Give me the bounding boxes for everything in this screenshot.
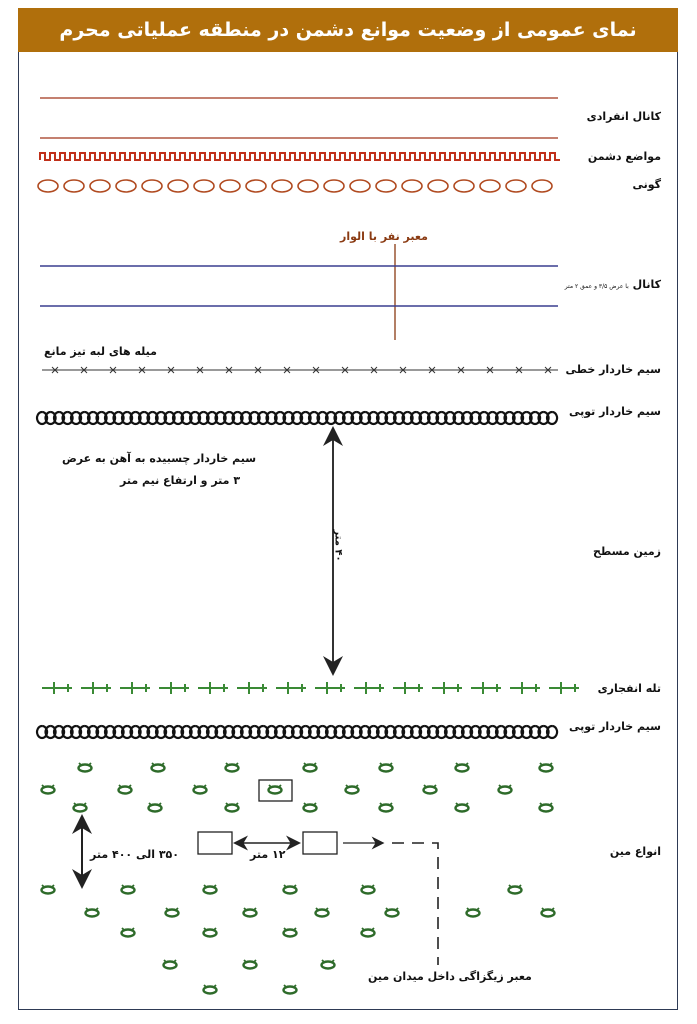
booby-trap [81,682,111,694]
mine-icon [122,887,135,894]
enemy-positions-crenellation [40,153,560,160]
highlighted-mine-box [259,780,292,801]
booby-trap [510,682,540,694]
mine-icon [226,765,239,772]
mine-icon [79,765,92,772]
mine-icon [204,887,217,894]
mine-icon [42,887,55,894]
booby-trap [432,682,462,694]
booby-trap [198,682,228,694]
sandbag [272,180,292,192]
label-booby-traps: تله انفجاری [597,682,661,695]
zigzag-passage-label: معبر زیگزاگی داخل میدان مین [368,970,532,983]
mine-icon [456,765,469,772]
mine-icon [244,962,257,969]
sandbag [116,180,136,192]
mine-icon [284,930,297,937]
booby-trap [120,682,150,694]
mine-icon [226,805,239,812]
mine-icon [304,805,317,812]
mine-icon [380,765,393,772]
booby-trap [315,682,345,694]
mine-icon [42,787,55,794]
sandbag [480,180,500,192]
mine-icon [284,987,297,994]
sandbag [298,180,318,192]
mine-icon [204,987,217,994]
sandbag [402,180,422,192]
label-concertina-wire-2: سیم خاردار توپی [568,720,661,733]
label-stakes: میله های لبه تیز مانع [44,345,157,358]
mine-icon [74,805,87,812]
mine-icon [164,962,177,969]
label-linear-wire: سیم خاردار خطی [565,363,661,376]
mine-icon [204,930,217,937]
mine-icon [166,910,179,917]
sandbag [168,180,188,192]
concertina-note-2: ۳ متر و ارتفاع نیم متر [120,474,241,487]
passage-box-2 [303,832,337,854]
mine-icon [362,887,375,894]
mine-icon [86,910,99,917]
mine-icon [467,910,480,917]
sandbag [376,180,396,192]
mine-icon [540,805,553,812]
label-mine-types: انواع مین [609,845,661,858]
sandbag [350,180,370,192]
mine-icon [122,930,135,937]
concertina-note-1: سیم خاردار چسبیده به آهن به عرض [62,452,257,465]
mine-icon [304,765,317,772]
sandbag [454,180,474,192]
sandbag [324,180,344,192]
mine-icon [424,787,437,794]
canal-note: با عرض ۳/۵ و عمق ۲ متر [564,283,629,290]
mine-icon [119,787,132,794]
booby-trap [549,682,579,694]
mine-icon [346,787,359,794]
sandbag [142,180,162,192]
mine-icon [380,805,393,812]
booby-trap [159,682,189,694]
passage-box-1 [198,832,232,854]
booby-trap [354,682,384,694]
mine-icon [316,910,329,917]
mine-icon [540,765,553,772]
mine-icon [322,962,335,969]
page-title: نمای عمومی از وضعیت موانع دشمن در منطقه عملیاتی محرم [18,8,678,52]
mine-icon [269,787,282,794]
sandbag [220,180,240,192]
sandbag [90,180,110,192]
sandbag [532,180,552,192]
label-flat-ground: زمین مسطح [592,545,661,558]
mine-icon [362,930,375,937]
sandbag [506,180,526,192]
booby-trap [42,682,72,694]
mine-icon [509,887,522,894]
sandbag [246,180,266,192]
mine-icon [244,910,257,917]
mine-icon [152,765,165,772]
box-distance-label: ۱۲ متر [250,848,286,861]
sandbag [64,180,84,192]
mine-row-distance-label: ۳۵۰ الی ۴۰۰ متر [90,848,179,861]
booby-trap [393,682,423,694]
label-concertina-wire-1: سیم خاردار توپی [568,405,661,418]
concertina-wire-1 [37,412,557,424]
mine-icon [456,805,469,812]
canal-label: کانال [632,278,661,291]
mine-icon [499,787,512,794]
booby-trap [276,682,306,694]
mine-icon [542,910,555,917]
mine-icon [284,887,297,894]
label-enemy-positions: مواضع دشمن [587,150,661,163]
sandbag [38,180,58,192]
booby-trap [471,682,501,694]
label-canal [565,278,661,291]
label-vehicle-passage: معبر نفر با الوار [340,230,428,243]
sandbag [428,180,448,192]
zigzag-passage-line [392,843,438,965]
mine-icon [149,805,162,812]
mine-icon [194,787,207,794]
label-individual-canal: کانال انفرادی [586,110,661,123]
mine-icon [386,910,399,917]
concertina-wire-2 [37,726,557,738]
booby-trap [237,682,267,694]
sandbag [194,180,214,192]
vertical-distance-label: ۴۰ متر [332,529,344,562]
label-sandbags: گونی [632,178,661,191]
